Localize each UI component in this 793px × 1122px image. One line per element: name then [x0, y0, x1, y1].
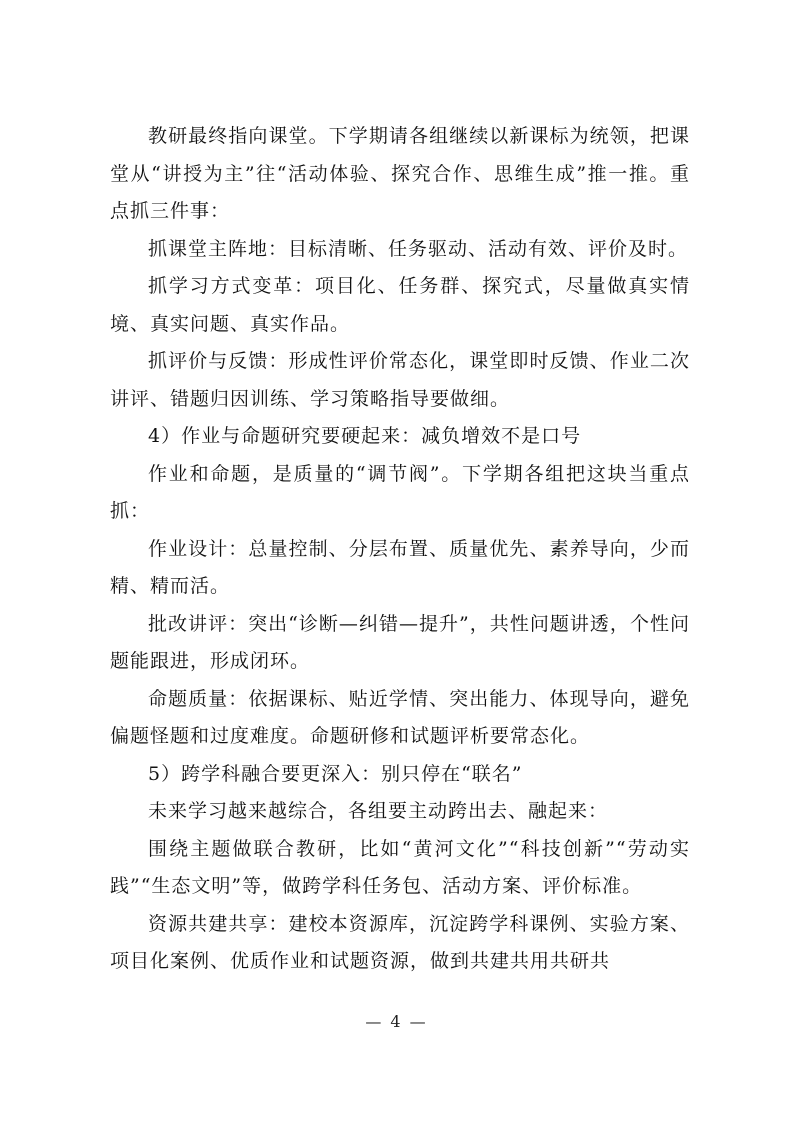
paragraph-learning-methods: 抓学习方式变革：项目化、任务群、探究式，尽量做真实情境、真实问题、真实作品。: [110, 275, 690, 335]
paragraph-evaluation-feedback: 抓评价与反馈：形成性评价常态化，课堂即时反馈、作业二次讲评、错题归因训练、学习策略指导要做细。: [110, 350, 690, 410]
paragraph-resource-sharing: 资源共建共享：建校本资源库，沉淀跨学科课例、实验方案、项目化案例、优质作业和试题资源，做到共建共用共研共: [110, 912, 690, 972]
paragraph-grading-review: 批改讲评：突出“诊断—纠错—提升”，共性问题讲透，个性问题能跟进，形成闭环。: [110, 612, 690, 672]
paragraph-interdisciplinary-intro: 未来学习越来越综合，各组要主动跨出去、融起来：: [148, 800, 609, 822]
document-body: [110, 118, 690, 981]
heading-homework-exam-research: 4）作业与命题研究要硬起来：减负增效不是口号: [148, 425, 582, 447]
paragraph-classroom-position: 抓课堂主阵地：目标清晰、任务驱动、活动有效、评价及时。: [148, 237, 689, 260]
paragraph-classroom-intro: 教研最终指向课堂。下学期请各组继续以新课标为统领，把课堂从“讲授为主”往“活动体验、探究合作、思维生成”推一推。重点抓三件事：: [110, 125, 690, 222]
heading-interdisciplinary: 5）跨学科融合要更深入：别只停在“联名”: [148, 762, 523, 785]
paragraph-joint-research: 围绕主题做联合教研，比如“黄河文化”“科技创新”“劳动实践”“生态文明”等，做跨学科任务包、活动方案、评价标准。: [110, 837, 690, 897]
paragraph-homework-intro: 作业和命题，是质量的“调节阀”。下学期各组把这块当重点抓：: [110, 462, 690, 522]
paragraph-exam-quality: 命题质量：依据课标、贴近学情、突出能力、体现导向，避免偏题怪题和过度难度。命题研修和试题评析要常态化。: [110, 687, 690, 747]
page-number: — 4 —: [365, 1012, 428, 1031]
paragraph-homework-design: 作业设计：总量控制、分层布置、质量优先、素养导向，少而精、精而活。: [110, 537, 690, 597]
